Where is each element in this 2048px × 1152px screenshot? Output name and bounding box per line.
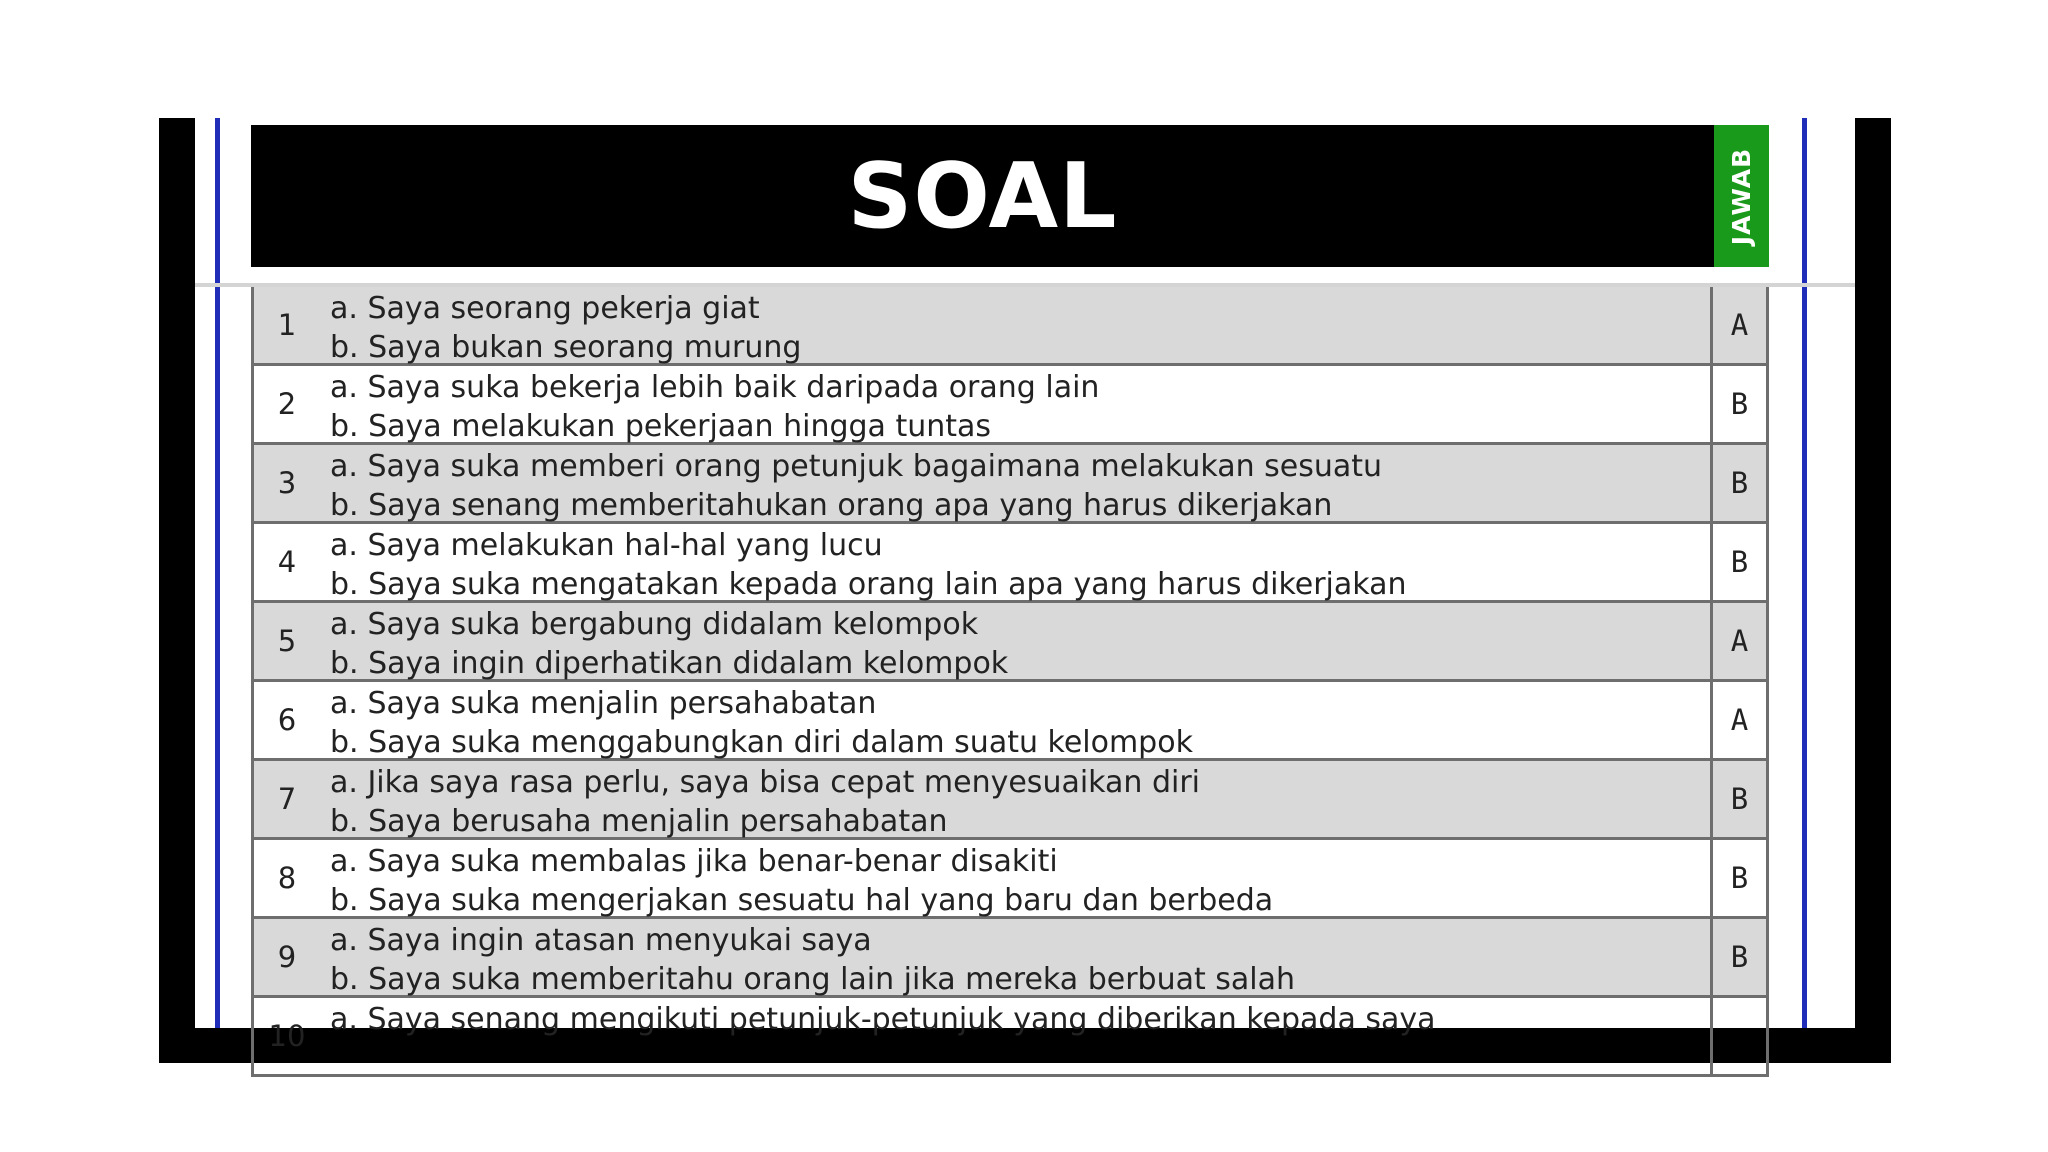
option-b: b. Saya ingin diperhatikan didalam kelompok bbox=[330, 646, 1009, 681]
option-b: b. Saya suka menggabungkan diri dalam suatu kelompok bbox=[330, 725, 1193, 760]
option-b: b. Saya melakukan pekerjaan hingga tuntas bbox=[330, 409, 992, 444]
question-number: 10 bbox=[268, 1019, 306, 1053]
question-number: 4 bbox=[277, 545, 297, 579]
question-row bbox=[254, 287, 1766, 366]
answer-cell: B bbox=[1710, 366, 1766, 442]
right-margin-line bbox=[1802, 118, 1807, 1028]
option-b: b. Saya suka mengatakan kepada orang lain apa yang harus dikerjakan bbox=[330, 567, 1407, 602]
option-a: a. Saya suka membalas jika benar-benar disakiti bbox=[330, 844, 1058, 879]
option-a: a. Saya seorang pekerja giat bbox=[330, 291, 760, 326]
answer-cell: A bbox=[1710, 682, 1766, 758]
option-a: a. Saya senang mengikuti petunjuk-petunjuk yang diberikan kepada saya bbox=[330, 1002, 1436, 1037]
question-row bbox=[254, 840, 1766, 919]
answer-cell: A bbox=[1710, 603, 1766, 679]
question-number: 8 bbox=[277, 861, 297, 895]
question-options bbox=[330, 842, 1273, 920]
question-number: 9 bbox=[277, 940, 297, 974]
option-b: b. Saya bukan seorang murung bbox=[330, 330, 802, 365]
question-options bbox=[330, 368, 1099, 446]
question-options bbox=[330, 526, 1407, 604]
option-a: a. Jika saya rasa perlu, saya bisa cepat menyesuaikan diri bbox=[330, 765, 1200, 800]
question-options bbox=[330, 684, 1193, 762]
option-a: a. Saya suka menjalin persahabatan bbox=[330, 686, 877, 721]
question-row bbox=[254, 445, 1766, 524]
answer-cell: A bbox=[1710, 287, 1766, 363]
question-row bbox=[254, 919, 1766, 998]
question-row bbox=[254, 998, 1766, 1077]
question-row bbox=[254, 366, 1766, 445]
option-b: b. Saya suka mengerjakan sesuatu hal yang baru dan berbeda bbox=[330, 883, 1274, 918]
question-number: 3 bbox=[277, 466, 297, 500]
question-row bbox=[254, 682, 1766, 761]
answer-cell: B bbox=[1710, 919, 1766, 995]
page-title: SOAL bbox=[847, 143, 1118, 249]
answer-cell: B bbox=[1710, 840, 1766, 916]
answer-cell: B bbox=[1710, 445, 1766, 521]
option-a: a. Saya melakukan hal-hal yang lucu bbox=[330, 528, 883, 563]
question-options bbox=[330, 605, 1008, 683]
question-row bbox=[254, 524, 1766, 603]
option-b: b. Saya berusaha menjalin persahabatan bbox=[330, 804, 948, 839]
question-options bbox=[330, 763, 1200, 841]
option-a: a. Saya suka memberi orang petunjuk bagaimana melakukan sesuatu bbox=[330, 449, 1383, 484]
question-number: 2 bbox=[277, 387, 297, 421]
question-number: 5 bbox=[277, 624, 297, 658]
question-options bbox=[330, 921, 1295, 999]
answer-column-header bbox=[1714, 125, 1769, 267]
option-b: b. Saya suka memberitahu orang lain jika mereka berbuat salah bbox=[330, 962, 1296, 997]
question-options bbox=[330, 289, 801, 367]
worksheet bbox=[195, 118, 1855, 1053]
question-table bbox=[251, 287, 1769, 1077]
title-banner bbox=[251, 125, 1714, 267]
option-a: a. Saya ingin atasan menyukai saya bbox=[330, 923, 872, 958]
left-margin-line bbox=[215, 118, 220, 1028]
answer-cell bbox=[1710, 998, 1766, 1074]
question-number: 7 bbox=[277, 782, 297, 816]
answer-column-label: JAWAB bbox=[1727, 147, 1757, 245]
option-b: b. Saya senang memberitahukan orang apa yang harus dikerjakan bbox=[330, 488, 1333, 523]
option-a: a. Saya suka bekerja lebih baik daripada orang lain bbox=[330, 370, 1100, 405]
answer-cell: B bbox=[1710, 761, 1766, 837]
option-a: a. Saya suka bergabung didalam kelompok bbox=[330, 607, 979, 642]
question-options bbox=[330, 447, 1382, 525]
question-row bbox=[254, 603, 1766, 682]
answer-cell: B bbox=[1710, 524, 1766, 600]
question-number: 1 bbox=[277, 308, 297, 342]
question-number: 6 bbox=[277, 703, 297, 737]
question-row bbox=[254, 761, 1766, 840]
question-options bbox=[330, 1000, 1436, 1039]
